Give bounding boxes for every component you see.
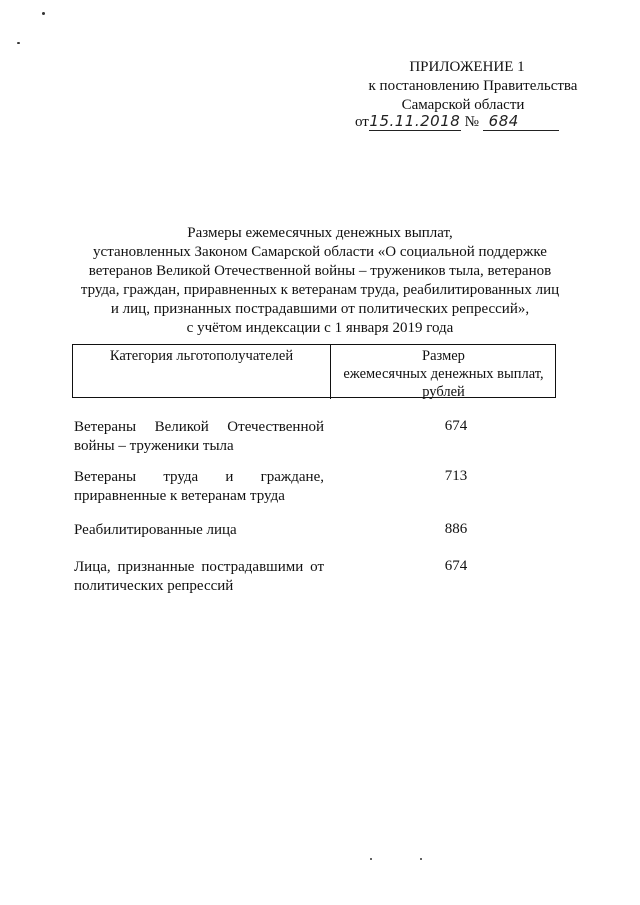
scan-speck: [42, 12, 45, 15]
row-amount: 674: [444, 558, 468, 574]
date-prefix: от: [355, 114, 369, 130]
table-row: [74, 418, 558, 456]
header-amount-line: рублей: [422, 384, 465, 400]
row-amount: 713: [444, 468, 468, 484]
number-sign: №: [464, 114, 479, 130]
title-line: ветеранов Великой Отечественной войны – тружеников тыла, ветеранов: [88, 263, 552, 279]
title-line: Размеры ежемесячных денежных выплат,: [187, 225, 453, 241]
title-line: с учётом индексации с 1 января 2019 года: [186, 320, 454, 336]
table-row: [74, 521, 558, 540]
appendix-dateline: [355, 112, 559, 131]
table-header: [72, 344, 556, 398]
header-amount-line: ежемесячных денежных выплат,: [343, 366, 544, 382]
appendix-header: [330, 58, 580, 115]
document-title: [60, 224, 580, 338]
row-category: Ветераны труда и граждане, приравненные к ветеранам труда: [74, 469, 324, 504]
title-line: установленных Законом Самарской области «О социальной поддержке: [93, 244, 547, 260]
handwritten-date: 15.11.2018: [369, 112, 461, 130]
title-line: труда, граждан, приравненных к ветеранам труда, реабилитированных лиц: [80, 282, 560, 298]
scan-speck: [370, 858, 372, 860]
appendix-title: ПРИЛОЖЕНИЕ 1: [409, 59, 525, 75]
title-line: и лиц, признанных пострадавшими от политических репрессий»,: [110, 301, 530, 317]
header-amount: [331, 345, 556, 399]
table-row: [74, 468, 558, 506]
table-row: [74, 558, 558, 596]
row-category: Лица, признанные пострадавшими от политических репрессий: [74, 559, 324, 594]
handwritten-number: 684: [483, 112, 559, 131]
scan-speck: [17, 42, 20, 44]
appendix-line-decree: к постановлению Правительства: [368, 78, 578, 94]
appendix-line-region: Самарской области: [401, 97, 525, 113]
row-category: Реабилитированные лица: [74, 522, 237, 538]
header-category: Категория льготополучателей: [73, 345, 331, 399]
row-amount: 886: [444, 521, 468, 537]
scan-speck: [420, 858, 422, 860]
header-amount-line: Размер: [422, 348, 465, 364]
row-amount: 674: [444, 418, 468, 434]
row-category: Ветераны Великой Отечественной войны – труженики тыла: [74, 419, 324, 454]
